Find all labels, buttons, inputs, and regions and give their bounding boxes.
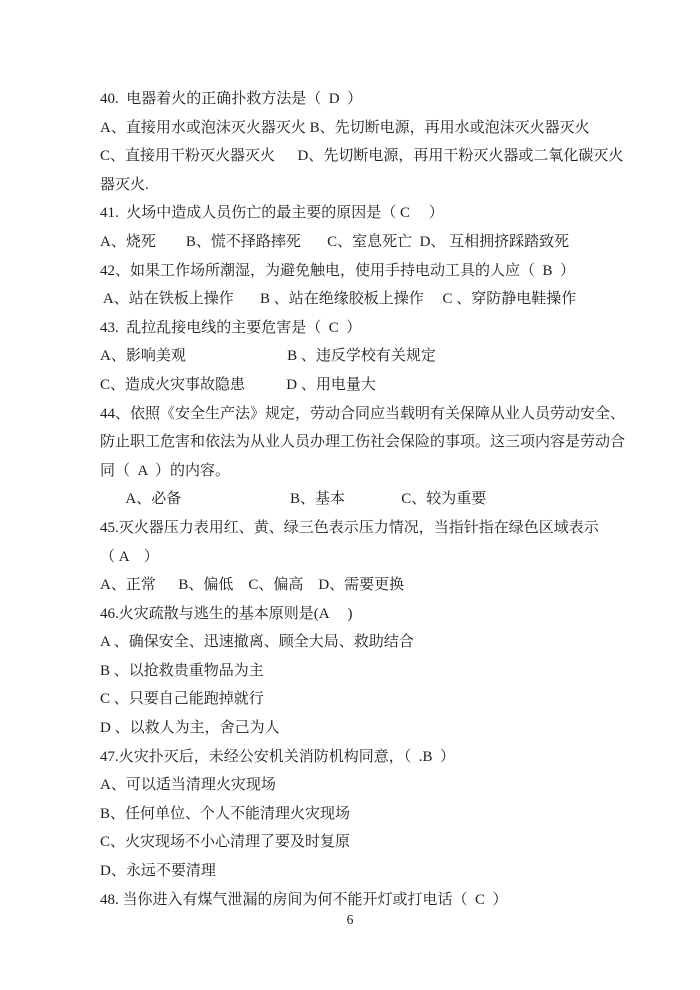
q44-prompt-line-2: 防止职工危害和依法为从业人员办理工伤社会保险的事项。这三项内容是劳动合 — [100, 434, 626, 451]
question-45 — [100, 514, 622, 600]
q48-prompt: 48. 当你进入有煤气泄漏的房间为何不能开灯或打电话（ C ） — [100, 891, 508, 908]
q45-options-line-1: A、正常 B、偏低 C、偏高 D、需要更换 — [100, 577, 405, 594]
q43-prompt: 43. 乱拉乱接电线的主要危害是（ C ） — [100, 319, 362, 336]
exam-question-list — [100, 85, 626, 914]
question-40 — [100, 85, 622, 199]
q46-option-c: C 、只要自己能跑掉就行 — [100, 691, 264, 708]
q46-prompt: 46.火灾疏散与逃生的基本原则是(A ) — [100, 605, 353, 622]
q47-option-c: C、火灾现场不小心清理了要及时复原 — [100, 834, 351, 851]
question-44 — [100, 400, 626, 514]
q47-option-d: D、永远不要清理 — [100, 863, 216, 880]
q40-options-line-3: 器灭火. — [100, 176, 149, 193]
q43-options-line-1: A、影响美观 B 、违反学校有关规定 — [100, 348, 436, 365]
q45-prompt-line-2: （ A ） — [100, 548, 159, 565]
q40-prompt: 40. 电器着火的正确扑救方法是（ D ） — [100, 91, 363, 107]
q41-prompt: 41. 火场中造成人员伤亡的最主要的原因是（ C ） — [100, 205, 444, 222]
q44-prompt-line-1: 44、依照《安全生产法》规定，劳动合同应当载明有关保障从业人员劳动安全、 — [100, 405, 626, 422]
question-47 — [100, 743, 622, 886]
q47-option-a: A、可以适当清理火灾现场 — [100, 777, 276, 794]
q44-options-line-1: A、必备 B、基本 C、较为重要 — [100, 491, 487, 508]
q44-prompt-line-3: 同（ A ）的内容。 — [100, 462, 231, 479]
q42-prompt: 42、如果工作场所潮湿，为避免触电，使用手持电动工具的人应（ B ） — [100, 262, 576, 279]
question-46 — [100, 600, 622, 743]
question-42 — [100, 257, 622, 314]
q40-options-line-1: A、直接用水或泡沫灭火器灭火 B、先切断电源，再用水或泡沫灭火器灭火 — [100, 119, 590, 136]
q47-option-b: B、任何单位、个人不能清理火灾现场 — [100, 805, 351, 822]
q46-option-a: A 、确保安全、迅速撤离、顾全大局、救助结合 — [100, 634, 414, 651]
q43-options-line-2: C、造成火灾事故隐患 D 、用电量大 — [100, 376, 376, 393]
q41-options-line-1: A、烧死 B、慌不择路摔死 C、室息死亡 D、 互相拥挤踩踏致死 — [100, 233, 570, 250]
q46-option-b: B 、以抢救贵重物品为主 — [100, 662, 264, 679]
q45-prompt-line-1: 45.灭火器压力表用红、黄、绿三色表示压力情况，当指针指在绿色区域表示 — [100, 519, 599, 536]
question-43 — [100, 314, 622, 400]
q42-options-line-1: A、站在铁板上操作 B 、站在绝缘胶板上操作 C 、穿防静电鞋操作 — [100, 291, 577, 308]
q47-prompt: 47.火灾扑灭后，未经公安机关消防机构同意，（ .B ） — [100, 748, 456, 765]
q40-options-line-2: C、直接用干粉灭火器灭火 D、先切断电源，再用干粉灭火器或二氧化碳灭火 — [100, 148, 624, 165]
page-number: 6 — [346, 912, 354, 927]
question-41 — [100, 199, 622, 256]
q46-option-d: D 、以救人为主，舍己为人 — [100, 720, 280, 737]
